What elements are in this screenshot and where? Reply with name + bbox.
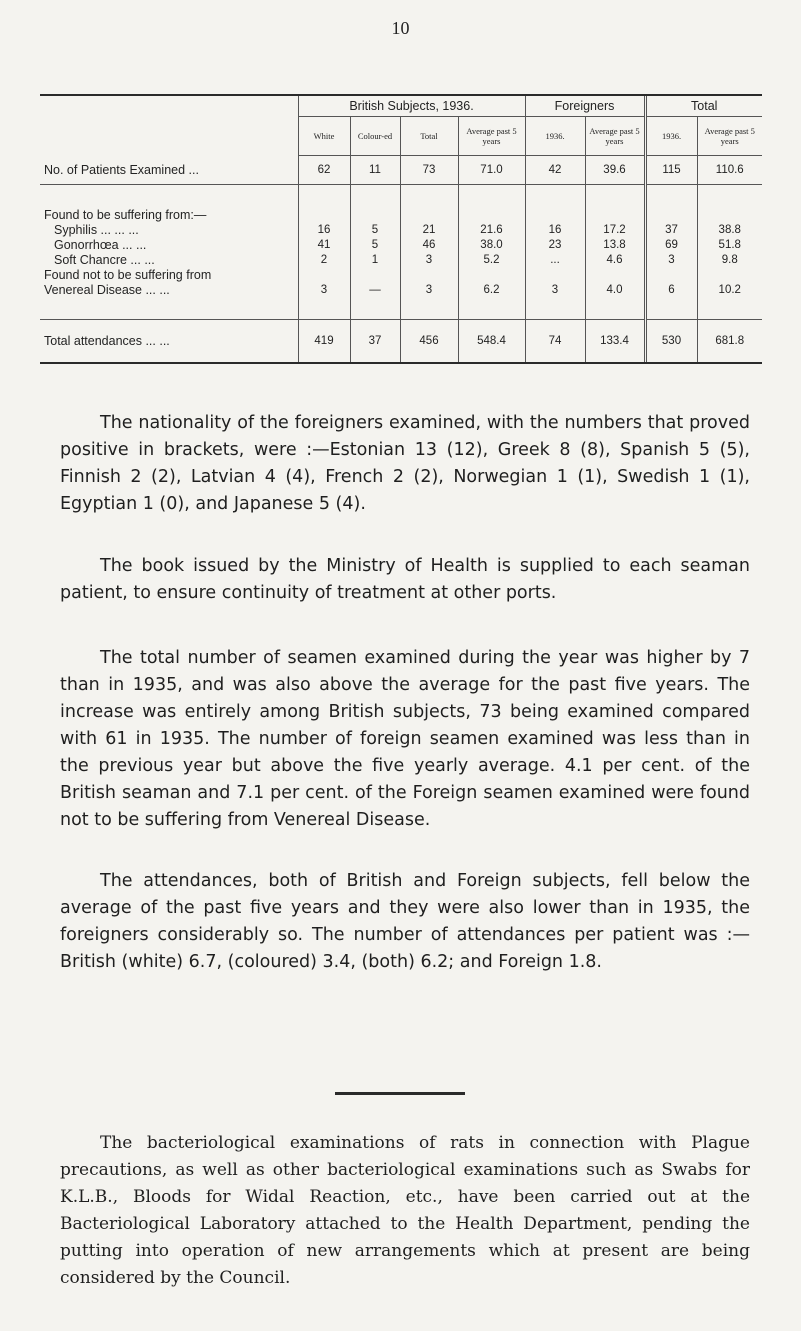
cell: 46 xyxy=(400,237,458,252)
cell: 548.4 xyxy=(458,320,525,363)
table-row xyxy=(40,222,762,237)
cell: 10.2 xyxy=(697,282,762,297)
cell: 4.0 xyxy=(585,282,645,297)
cell: 3 xyxy=(298,282,350,297)
row-label: Total attendances ... ... xyxy=(40,320,298,363)
cell: 5.2 xyxy=(458,252,525,267)
cell: 2 xyxy=(298,252,350,267)
statistics-table xyxy=(40,94,762,364)
section-divider xyxy=(335,1092,465,1095)
row-label: Syphilis ... ... ... xyxy=(54,222,139,237)
cell: 38.0 xyxy=(458,237,525,252)
page-number: 10 xyxy=(391,18,410,38)
table-row xyxy=(40,252,762,267)
cell: 1 xyxy=(350,252,400,267)
cell: 23 xyxy=(525,237,585,252)
cell: 73 xyxy=(400,156,458,185)
cell: 3 xyxy=(645,252,697,267)
paragraph-total-seamen: The total number of seamen examined during the year was higher by 7 than in 1935, and was also above the average for the past five years. The increase was entirely among British subjects, 73 being examined compared with 61 in 1935. The number of foreign seamen examined was less than in the previous year but above the five yearly average. 4.1 per cent. of the British seaman and 7.1 per cent. of the Foreign seamen examined were found not to be suffering from Venereal Disease. xyxy=(60,648,750,830)
cell: 16 xyxy=(298,222,350,237)
sub-header-total: Total xyxy=(400,117,458,156)
table-row xyxy=(40,320,762,363)
row-label: Venereal Disease ... ... xyxy=(44,282,170,297)
table-row xyxy=(40,267,762,282)
cell: 21.6 xyxy=(458,222,525,237)
cell: 6.2 xyxy=(458,282,525,297)
cell: 115 xyxy=(645,156,697,185)
sub-header-1936: 1936. xyxy=(645,117,697,156)
cell: 74 xyxy=(525,320,585,363)
cell: 5 xyxy=(350,237,400,252)
cell: 17.2 xyxy=(585,222,645,237)
group-header-total: Total xyxy=(645,96,762,117)
paragraph-bacteriological: The bacteriological examinations of rats in connection with Plague precautions, as well as other bacteriological examinations such as Swabs for K.L.B., Bloods for Widal Reaction, etc., have been carried out at the Bacteriological Laboratory attached to the Health Department, pending the putting into operation of new arrangements which at present are being considered by the Council. xyxy=(60,1133,750,1288)
cell: 530 xyxy=(645,320,697,363)
cell: 51.8 xyxy=(697,237,762,252)
cell: 3 xyxy=(525,282,585,297)
paragraph-book: The book issued by the Ministry of Health is supplied to each seaman patient, to ensure continuity of treatment at other ports. xyxy=(60,556,750,603)
cell: 42 xyxy=(525,156,585,185)
row-label: Soft Chancre ... ... xyxy=(54,252,155,267)
cell: 3 xyxy=(400,282,458,297)
cell: 110.6 xyxy=(697,156,762,185)
sub-header-average: Average past 5 years xyxy=(585,117,645,156)
cell: ... xyxy=(525,252,585,267)
cell: 9.8 xyxy=(697,252,762,267)
cell: 38.8 xyxy=(697,222,762,237)
group-header-british: British Subjects, 1936. xyxy=(298,96,525,117)
paragraph-nationality: The nationality of the foreigners examined, with the numbers that proved positive in brackets, were :—Estonian 13 (12), Greek 8 (8), Spanish 5 (5), Finnish 2 (2), Latvian 4 (4), French 2 (2), Norwegian 1 (1), Swedish 1 (1), Egyptian 1 (0), and Japanese 5 (4). xyxy=(60,413,750,514)
cell: 5 xyxy=(350,222,400,237)
cell: 681.8 xyxy=(697,320,762,363)
cell: 133.4 xyxy=(585,320,645,363)
cell: 37 xyxy=(350,320,400,363)
cell: 419 xyxy=(298,320,350,363)
cell: 11 xyxy=(350,156,400,185)
table-row xyxy=(40,282,762,297)
cell: 39.6 xyxy=(585,156,645,185)
cell: 62 xyxy=(298,156,350,185)
sub-header-white: White xyxy=(298,117,350,156)
cell: 41 xyxy=(298,237,350,252)
table-row xyxy=(40,207,762,222)
sub-header-1936: 1936. xyxy=(525,117,585,156)
row-label: Found not to be suffering from xyxy=(44,267,212,282)
row-label: No. of Patients Examined ... xyxy=(40,156,298,185)
cell: 69 xyxy=(645,237,697,252)
cell: — xyxy=(350,282,400,297)
sub-header-average: Average past 5 years xyxy=(697,117,762,156)
group-header-foreigners: Foreigners xyxy=(525,96,645,117)
sub-header-coloured: Colour-ed xyxy=(350,117,400,156)
table-row xyxy=(40,156,762,185)
cell: 21 xyxy=(400,222,458,237)
table-row xyxy=(40,237,762,252)
sub-header-average: Average past 5 years xyxy=(458,117,525,156)
cell: 13.8 xyxy=(585,237,645,252)
cell: 16 xyxy=(525,222,585,237)
paragraph-attendances: The attendances, both of British and Foreign subjects, fell below the average of the past five years and they were also lower than in 1935, the foreigners considerably so. The number of attendances per patient was :—British (white) 6.7, (coloured) 3.4, (both) 6.2; and Foreign 1.8. xyxy=(60,871,750,972)
row-label: Gonorrhœa ... ... xyxy=(54,237,147,252)
cell: 3 xyxy=(400,252,458,267)
cell: 71.0 xyxy=(458,156,525,185)
cell: 37 xyxy=(645,222,697,237)
cell: 456 xyxy=(400,320,458,363)
row-label: Found to be suffering from:— xyxy=(44,207,207,222)
cell: 4.6 xyxy=(585,252,645,267)
cell: 6 xyxy=(645,282,697,297)
